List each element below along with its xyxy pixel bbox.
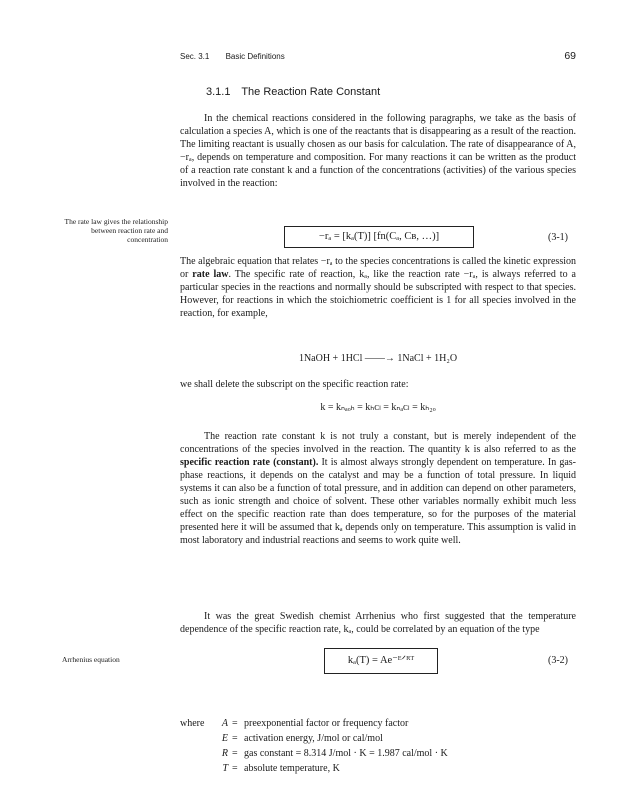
definition-symbol: T: [222, 763, 228, 774]
rate-law-text-a: The algebraic equation that relates −rₐ to the species concentrations is called the kinetic expression or: [180, 256, 576, 280]
equals-sign: =: [232, 733, 238, 744]
definition-row-a: [180, 716, 576, 731]
header-section-title: Basic Definitions: [225, 52, 285, 61]
definition-symbol: A: [221, 718, 228, 729]
rate-constant-text-a: The reaction rate constant k is not truly a constant, but is merely independent of the concentrations of the species involved in the reaction. The quantity k is also referred to as the: [180, 431, 576, 455]
equals-sign: =: [232, 718, 238, 729]
paragraph-rate-law: [180, 255, 576, 320]
definition-row-e: [180, 731, 576, 746]
page-number: 69: [564, 50, 576, 62]
rate-law-term: rate law: [192, 269, 229, 280]
k-equation: k = kₙₐₒₕ = kₕᴄₗ = kₙₐᴄₗ = kₕ₂ₒ: [320, 402, 436, 413]
section-heading: [206, 86, 380, 98]
definition-text: gas constant = 8.314 J/mol · K = 1.987 cal/mol · K: [244, 748, 448, 759]
equation-3-1-box: [284, 226, 474, 248]
definition-text: preexponential factor or frequency factor: [244, 718, 409, 729]
paragraph-arrhenius: It was the great Swedish chemist Arrhenius who first suggested that the temperature dependence of the specific reaction rate, kₐ, could be correlated by an equation of the type: [180, 611, 576, 635]
rate-constant-text-b: It is almost always strongly dependent on temperature. In gas-phase reactions, it depends on the catalyst and may be a function of total pressure. In liquid systems it can also be a function of total pressure, and in addition can depend on other parameters, such as ionic strength and choice of solvent. These other variables normally exhibit much less effect on the specific reaction rate than does temperature, so for the purposes of the material presented here it will be assumed that kₐ depends only on temperature. This assumption is valid in most laboratory and industrial reactions and seems to work quite well.: [180, 457, 576, 546]
paragraph-rate-constant: [180, 430, 576, 547]
equation-3-1: −rₐ = [kₐ(T)] [fn(Cₐ, Cʙ, …)]: [318, 231, 440, 242]
rate-law-text-b: . The specific rate of reaction, kₐ, like the reaction rate −rₐ, is always referred to a particular species in the reactions and normally should be subscripted with respect to that species. However, for reactions in which the stoichiometric coefficient is 1 for all species involved in the reaction, for example,: [180, 269, 576, 319]
definition-text: absolute temperature, K: [244, 763, 340, 774]
equation-3-1-number: (3-1): [548, 232, 568, 243]
equals-sign: =: [232, 748, 238, 759]
paragraph-intro: In the chemical reactions considered in the following paragraphs, we take as the basis of calculation a species A, which is one of the reactants that is disappearing as a result of the reaction. The limiting reactant is usually chosen as our basis for calculation. The rate of disappearance of A, −rₐ, depends on temperature and composition. For many reactions it can be written as the product of a reaction rate constant k and a function of the concentrations (activities) of the various species involved in the reaction:: [180, 113, 576, 189]
running-header: [180, 52, 576, 61]
definition-symbol: R: [221, 748, 228, 759]
section-heading-number: 3.1.1: [206, 86, 231, 98]
equation-3-2-box: [324, 648, 438, 674]
section-heading-title: The Reaction Rate Constant: [241, 86, 381, 98]
margin-note-rate-law: The rate law gives the relationship between reaction rate and concentration: [64, 217, 168, 244]
equation-3-2-number: (3-2): [548, 655, 568, 666]
equation-3-2: kₐ(T) = Ae⁻ᴱᐟᴿᵀ: [347, 655, 415, 666]
margin-note-arrhenius: Arrhenius equation: [62, 655, 120, 664]
where-label: where: [180, 718, 205, 729]
header-section-number: Sec. 3.1: [180, 52, 210, 61]
definition-symbol: E: [221, 733, 228, 744]
definition-text: activation energy, J/mol or cal/mol: [244, 733, 383, 744]
variable-definitions: [180, 716, 576, 776]
paragraph-delete-subscript: we shall delete the subscript on the specific reaction rate:: [180, 379, 409, 390]
definition-row-t: [180, 761, 576, 776]
reaction-equation: 1NaOH + 1HCl ——→ 1NaCl + 1H₂O: [298, 353, 458, 364]
definition-row-r: [180, 746, 576, 761]
equals-sign: =: [232, 763, 238, 774]
specific-reaction-rate-term: specific reaction rate (constant).: [180, 457, 319, 468]
